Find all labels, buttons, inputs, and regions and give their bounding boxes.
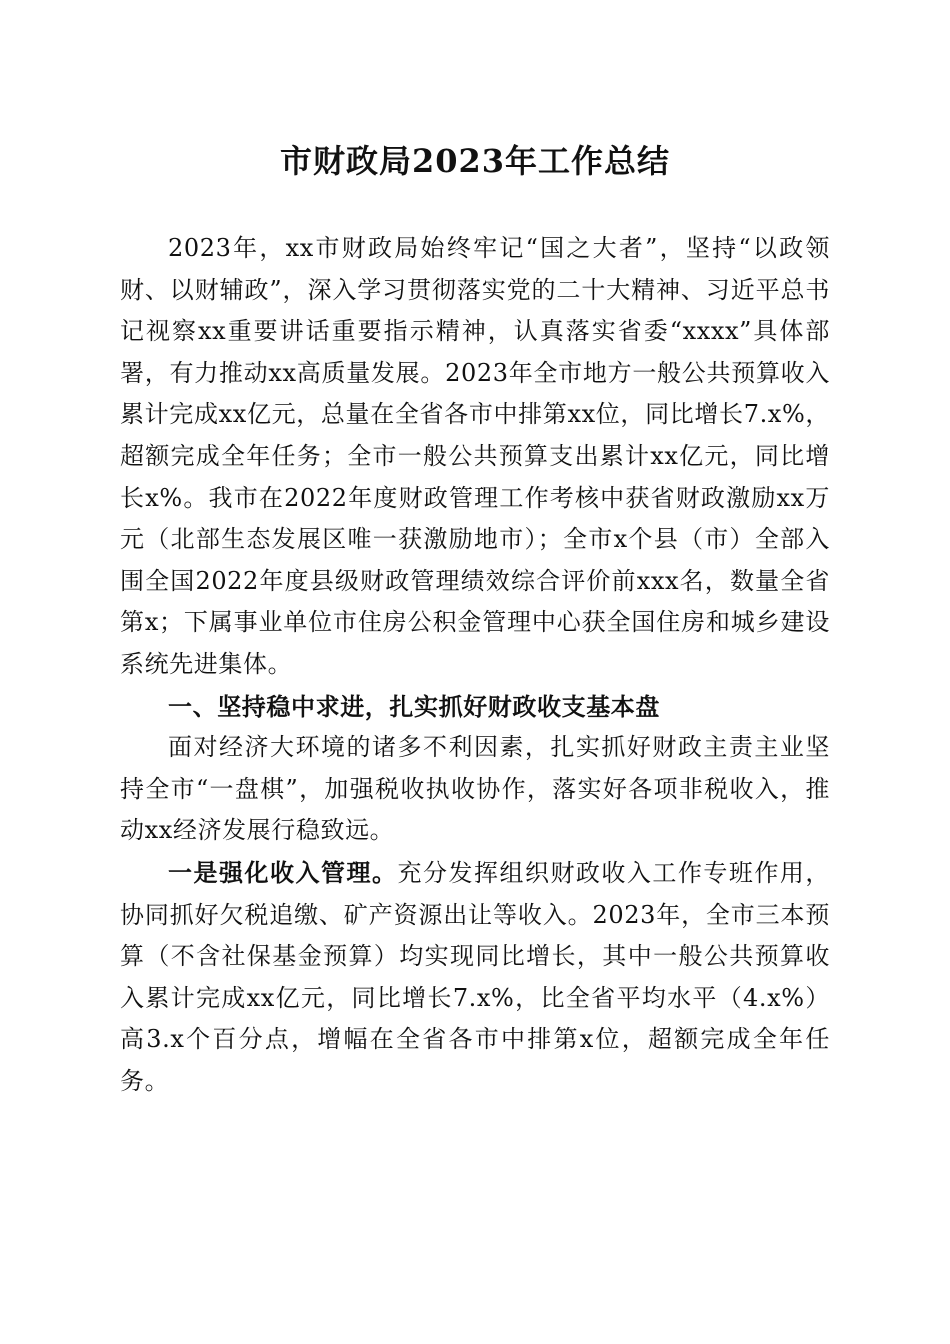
item-paragraph	[120, 852, 830, 1103]
section-paragraph: 面对经济大环境的诸多不利因素，扎实抓好财政主责主业坚持全市“一盘棋”，加强税收执收协作，落实好各项非税收入，推动xx经济发展行稳致远。	[120, 733, 830, 845]
item-text: 充分发挥组织财政收入工作专班作用，协同抓好欠税追缴、矿产资源出让等收入。2023年，全市三本预算（不含社保基金预算）均实现同比增长，其中一般公共预算收入累计完成xx亿元，同比增长7.x%，比全省平均水平（4.x%）高3.x个百分点，增幅在全省各市中排第x位，超额完成全年任务。	[120, 858, 830, 1095]
section-heading: 一、坚持稳中求进，扎实抓好财政收支基本盘	[168, 691, 660, 721]
document-body	[120, 228, 830, 1102]
intro-paragraph: 2023年，xx市财政局始终牢记“国之大者”，坚持“以政领财、以财辅政”，深入学习贯彻落实党的二十大精神、习近平总书记视察xx重要讲话重要指示精神，认真落实省委“xxxx”具体部署，有力推动xx高质量发展。2023年全市地方一般公共预算收入累计完成xx亿元，总量在全省各市中排第xx位，同比增长7.x%，超额完成全年任务；全市一般公共预算支出累计xx亿元，同比增长x%。我市在2022年度财政管理工作考核中获省财政激励xx万元（北部生态发展区唯一获激励地市）；全市x个县（市）全部入围全国2022年度县级财政管理绩效综合评价前xxx名，数量全省第x；下属事业单位市住房公积金管理中心获全国住房和城乡建设系统先进集体。	[120, 234, 830, 678]
item-lead: 一是强化收入管理。	[168, 857, 398, 887]
document-title: 市财政局2023年工作总结	[279, 142, 671, 180]
